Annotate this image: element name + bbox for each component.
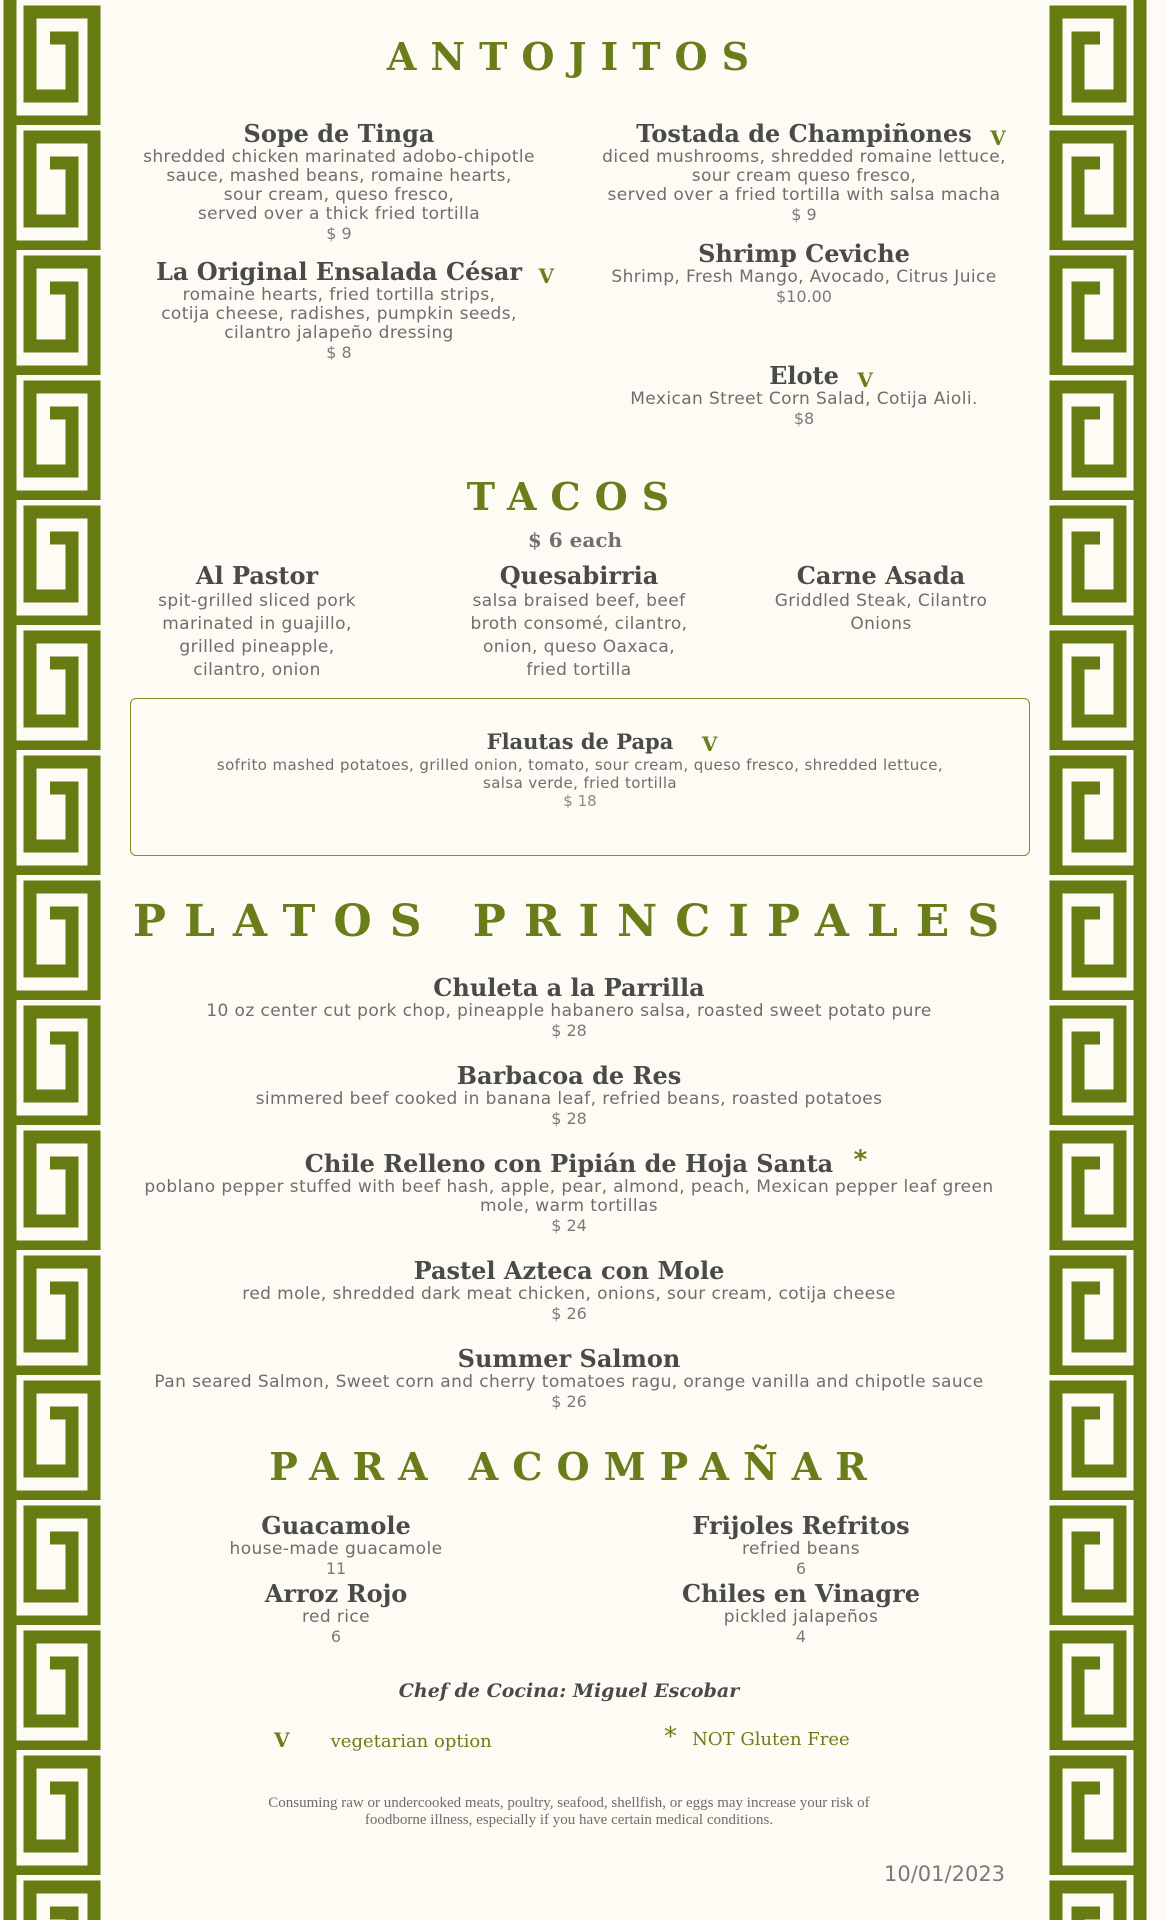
legend-text: NOT Gluten Free (692, 1729, 850, 1750)
item-desc: simmered beef cooked in banana leaf, refried beans, roasted potatoes (255, 1089, 883, 1109)
item-desc: sour cream queso fresco, (691, 166, 917, 186)
section-title-para-acompanar: PARA ACOMPAÑAR (269, 1444, 881, 1489)
item-desc: cotija cheese, radishes, pumpkin seeds, (161, 304, 517, 324)
menu-item-frijoles (568, 1512, 1034, 1578)
greek-key-border-right (1046, 0, 1150, 1920)
item-name: Summer Salmon (457, 1344, 681, 1373)
legend-text: vegetarian option (330, 1731, 492, 1752)
menu-item-chiles-vinagre (568, 1580, 1034, 1646)
chef-name: Chef de Cocina: Miguel Escobar (398, 1680, 740, 1702)
menu-item-carne-asada (728, 562, 1034, 636)
tacos-price: $ 6 each (527, 528, 623, 552)
item-name: Frijoles Refritos (692, 1511, 910, 1540)
item-name-text: Flautas de Papa (486, 729, 674, 754)
item-price: $8 (793, 409, 815, 428)
legend-gluten (664, 1722, 1024, 1752)
vegetarian-mark: V (990, 126, 1006, 150)
item-name: Carne Asada (796, 561, 966, 590)
item-price: $ 8 (326, 343, 352, 362)
section-title-antojitos: ANTOJITOS (386, 34, 764, 79)
menu-item-tostada (574, 120, 1034, 224)
item-desc: pickled jalapeños (723, 1607, 879, 1627)
item-price: $ 24 (551, 1216, 587, 1235)
item-name: Guacamole (261, 1511, 411, 1540)
menu-item-chile-relleno (104, 1145, 1034, 1235)
item-name: Pastel Azteca con Mole (413, 1256, 725, 1285)
item-desc: red rice (302, 1607, 370, 1627)
menu-item-arroz (104, 1580, 568, 1646)
item-price: $ 9 (326, 224, 352, 243)
item-price: $ 26 (551, 1304, 587, 1323)
section-title-platos-principales: PLATOS PRINCIPALES (132, 896, 1018, 947)
not-gluten-free-mark: * (853, 1145, 868, 1175)
section-title-tacos: TACOS (466, 474, 684, 519)
item-name (636, 119, 1006, 150)
item-price: $ 28 (551, 1021, 587, 1040)
item-desc: Shrimp, Fresh Mango, Avocado, Citrus Juice (611, 267, 997, 287)
item-name (769, 361, 873, 392)
menu-item-sope (104, 120, 574, 243)
menu-item-al-pastor (104, 562, 410, 682)
item-desc: house-made guacamole (229, 1539, 443, 1559)
item-desc: Pan seared Salmon, Sweet corn and cherry tomatoes ragu, orange vanilla and chipotle sauce (154, 1372, 984, 1392)
menu-item-pastel-azteca (104, 1257, 1034, 1323)
item-name (304, 1145, 868, 1178)
item-desc: red mole, shredded dark meat chicken, onions, sour cream, cotija cheese (242, 1284, 896, 1304)
item-desc: romaine hearts, fried tortilla strips, (182, 285, 496, 305)
item-name-text: Elote (769, 361, 839, 390)
item-price: $ 26 (551, 1392, 587, 1411)
item-desc: spit-grilled sliced pork (158, 591, 356, 611)
menu-item-chuleta (104, 974, 1034, 1040)
item-desc: Griddled Steak, Cilantro (774, 591, 988, 611)
item-price: $ 28 (551, 1109, 587, 1128)
disclaimer-line: Consuming raw or undercooked meats, poultry, seafood, shellfish, or eggs may increase your risk of (268, 1795, 870, 1811)
item-desc: cilantro, onion (193, 660, 321, 680)
item-desc: grilled pineapple, (179, 637, 335, 657)
item-desc: served over a fried tortilla with salsa macha (607, 185, 1001, 205)
chef-credit (104, 1680, 1034, 1702)
item-desc: cilantro jalapeño dressing (224, 323, 454, 343)
menu-item-elote (574, 362, 1034, 428)
item-desc: sauce, mashed beans, romaine hearts, (166, 166, 512, 186)
item-desc: served over a thick fried tortilla (197, 204, 481, 224)
item-desc: onion, queso Oaxaca, (482, 637, 675, 657)
item-desc: poblano pepper stuffed with beef hash, apple, pear, almond, peach, Mexican pepper leaf green (144, 1177, 994, 1197)
item-price: $10.00 (776, 287, 832, 306)
greek-key-border-left (0, 0, 104, 1920)
item-name: Al Pastor (195, 561, 319, 590)
item-name: Chuleta a la Parrilla (433, 973, 705, 1002)
vegetarian-mark: V (538, 264, 555, 288)
item-desc: 10 oz center cut pork chop, pineapple habanero salsa, roasted sweet potato pure (206, 1001, 932, 1021)
item-desc: salsa verde, fried tortilla (483, 774, 677, 792)
legend-vegetarian (274, 1728, 634, 1752)
item-desc: mole, warm tortillas (479, 1196, 659, 1216)
menu-item-flautas (130, 728, 1030, 811)
item-desc: Onions (850, 614, 912, 634)
disclaimer-line: foodborne illness, especially if you have certain medical conditions. (364, 1812, 774, 1828)
not-gluten-free-mark: * (664, 1722, 677, 1752)
item-name-text: Tostada de Champiñones (636, 119, 972, 148)
item-price: 4 (795, 1627, 807, 1646)
vegetarian-mark: V (274, 1728, 290, 1752)
item-desc: marinated in guajillo, (162, 614, 352, 634)
menu-item-quesabirria (426, 562, 732, 682)
item-name: Chiles en Vinagre (681, 1579, 920, 1608)
item-desc: sofrito mashed potatoes, grilled onion, tomato, sour cream, queso fresco, shredded lettuce, (216, 756, 944, 774)
item-desc: fried tortilla (526, 660, 632, 680)
item-name: Arroz Rojo (264, 1579, 408, 1608)
item-desc: broth consomé, cilantro, (470, 614, 688, 634)
menu-item-summer-salmon (104, 1345, 1034, 1411)
item-desc: salsa braised beef, beef (472, 591, 686, 611)
item-price: 6 (795, 1559, 807, 1578)
item-price: 6 (330, 1627, 342, 1646)
item-desc: diced mushrooms, shredded romaine lettuce, (602, 147, 1006, 167)
menu-item-cesar (104, 258, 574, 362)
menu-item-barbacoa (104, 1062, 1034, 1128)
item-desc: Mexican Street Corn Salad, Cotija Aioli. (630, 389, 978, 409)
menu-date: 10/01/2023 (884, 1862, 1006, 1886)
item-name: Sope de Tinga (243, 119, 435, 148)
item-desc: refried beans (742, 1539, 860, 1559)
item-name: Barbacoa de Res (456, 1061, 682, 1090)
menu-content (104, 0, 1046, 1920)
vegetarian-mark: V (857, 368, 873, 392)
item-name-text: La Original Ensalada César (155, 257, 523, 286)
item-name: Shrimp Ceviche (698, 239, 910, 268)
item-name (155, 257, 555, 288)
item-desc: shredded chicken marinated adobo-chipotle (143, 147, 535, 167)
item-name: Quesabirria (499, 561, 659, 590)
disclaimer (104, 1795, 1034, 1829)
vegetarian-mark: V (701, 732, 718, 756)
item-price: $ 18 (563, 792, 597, 810)
menu-item-ceviche (574, 240, 1034, 306)
item-price: $ 9 (791, 205, 817, 224)
item-price: 11 (325, 1559, 347, 1578)
item-name (486, 728, 718, 756)
item-name-text: Chile Relleno con Pipián de Hoja Santa (304, 1149, 834, 1178)
menu-item-guacamole (104, 1512, 568, 1578)
item-desc: sour cream, queso fresco, (223, 185, 455, 205)
